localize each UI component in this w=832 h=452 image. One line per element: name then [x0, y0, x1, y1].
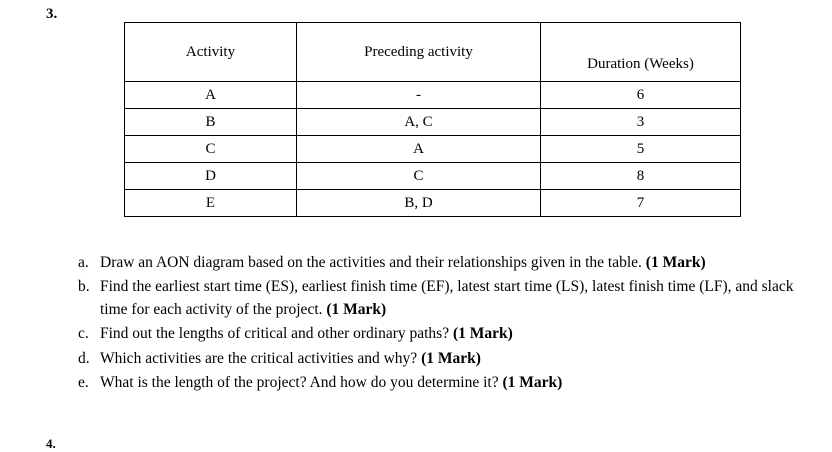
column-header-preceding-activity: Preceding activity — [297, 23, 541, 82]
table-header-row — [125, 23, 741, 82]
question-number: 3. — [46, 6, 58, 22]
question-text — [100, 323, 808, 345]
cell-activity: A — [125, 82, 297, 109]
mark-value: (1 Mark) — [421, 349, 481, 367]
table-row — [125, 109, 741, 136]
activity-table — [124, 22, 741, 217]
question-body: Find the earliest start time (ES), earliest finish time (EF), latest start time (LS), latest finish time (LF), and slack time for each activity of the project. — [100, 278, 794, 318]
list-item — [78, 348, 808, 370]
list-item — [78, 372, 808, 394]
cell-activity: B — [125, 109, 297, 136]
question-label: b. — [78, 278, 90, 296]
cell-duration: 5 — [541, 136, 741, 163]
cell-activity: E — [125, 190, 297, 217]
question-text — [100, 348, 808, 370]
cell-preceding: A — [297, 136, 541, 163]
cell-duration: 3 — [541, 109, 741, 136]
question-text — [100, 372, 808, 394]
question-body: What is the length of the project? And how do you determine it? — [100, 374, 503, 392]
column-header-activity: Activity — [125, 23, 297, 82]
table-row — [125, 190, 741, 217]
mark-value: (1 Mark) — [645, 254, 706, 271]
next-question-number: 4. — [46, 436, 56, 451]
question-text — [100, 276, 808, 321]
cell-activity: C — [125, 136, 297, 163]
cell-preceding: A, C — [297, 109, 541, 136]
question-body: Find out the lengths of critical and other ordinary paths? — [100, 325, 453, 343]
list-item — [78, 252, 808, 274]
mark-value: (1 Mark) — [452, 325, 513, 343]
mark-value: (1 Mark) — [326, 300, 387, 318]
cell-duration: 6 — [541, 82, 741, 109]
question-body: Draw an AON diagram based on the activities and their relationships given in the table. — [100, 254, 646, 271]
question-label: d. — [78, 349, 90, 367]
list-item — [78, 276, 808, 321]
cell-activity: D — [125, 163, 297, 190]
question-label: a. — [78, 254, 89, 271]
mark-value: (1 Mark) — [502, 374, 563, 392]
cell-preceding: - — [297, 82, 541, 109]
column-header-duration — [541, 23, 741, 82]
cell-preceding: B, D — [297, 190, 541, 217]
cell-duration: 8 — [541, 163, 741, 190]
question-label: e. — [78, 374, 89, 392]
list-item — [78, 323, 808, 345]
question-text — [100, 252, 808, 274]
cell-preceding: C — [297, 163, 541, 190]
activity-table-container — [124, 22, 740, 217]
question-list — [78, 252, 808, 397]
question-label: c. — [78, 325, 89, 343]
table-row — [125, 82, 741, 109]
question-body: Which activities are the critical activities and why? — [100, 349, 422, 367]
table-row — [125, 136, 741, 163]
cell-duration: 7 — [541, 190, 741, 217]
table-row — [125, 163, 741, 190]
column-header-duration-label: Duration (Weeks) — [587, 55, 694, 72]
